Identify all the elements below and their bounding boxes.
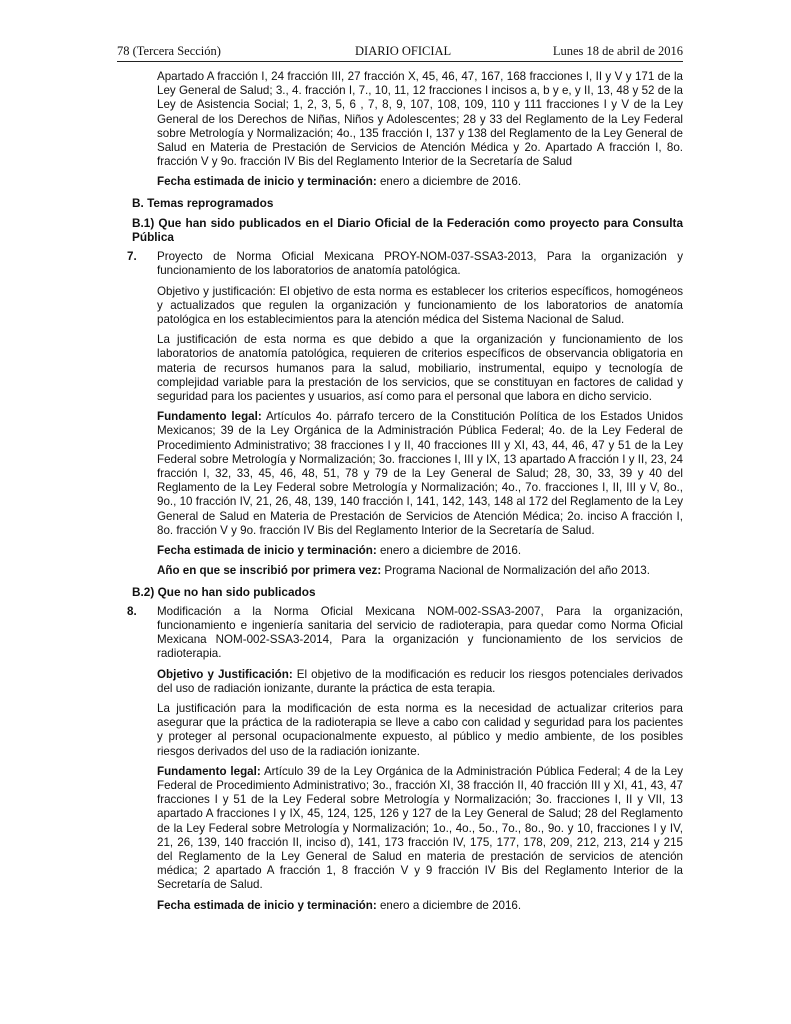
item-8-justification: La justificación para la modificación de esta norma es la necesidad de actualizar criterios para asegurar que la práctica de la radioterapia se lleve a cabo con calidad y seguridad para los pacientes y proteger al personal ocupacionalmente expuesto, al público y medio ambiente, de los posibles riesgos derivados del uso de la radiación ionizante. [157, 701, 683, 758]
item-8-objective-label: Objetivo y Justificación: [157, 667, 293, 681]
section-b-heading: B. Temas reprogramados [132, 195, 274, 210]
item-7-justification: La justificación de esta norma es que debido a que la organización y funcionamiento de los laboratorios de anatomía patológica, requieren de criterios específicos de observancia obligatoria en materia de recursos humanos para la salud, mobiliario, instrumental, equipo y tecnología de complejidad variable para la prestación de los servicios, que se constituyan en factores de calidad y seguridad para los pacientes y usuarios, así como para el personal que labora en dicho servicio. [157, 333, 683, 404]
item-8-objective [117, 668, 683, 696]
header-rule [117, 61, 683, 62]
top-date-value: enero a diciembre de 2016. [376, 175, 522, 189]
item-7-objective: Objetivo y justificación: El objetivo de esta norma es establecer los criterios específicos, homogéneos y actualizados que regulen la organización y funcionamiento de los laboratorios de anatomía patológica en los establecimientos para la atención médica del Sistema Nacional de Salud. [157, 284, 683, 327]
top-date-paragraph [117, 175, 683, 189]
section-b1-heading: B.1) Que han sido publicados en el Diario Oficial de la Federación como proyecto para Consulta Pública [132, 215, 683, 245]
item-7-number: 7. [127, 250, 137, 264]
item-8-legal-label: Fundamento legal: [157, 764, 261, 778]
item-8-number: 8. [127, 604, 137, 618]
legal-continuation: Apartado A fracción I, 24 fracción III, 27 fracción X, 45, 46, 47, 167, 168 fracciones I, II y V y 171 de la Ley General de Salud; 3., 4. fracción I, 7., 10, 11, 12 fracciones I incisos a, b y e, y II, 13, 48 y 52 de la Ley de Asistencia Social; 1, 2, 3, 5, 6 , 7, 8, 9, 107, 108, 109, 110 y 111 fracciones I y V de la Ley General de los Derechos de Niñas, Niños y Adolescentes; 28 y 33 del Reglamento de la Ley Federal sobre Metrología y Normalización; 4o., 135 fracción I, 137 y 138 del Reglamento de la Ley General de Salud en Materia de Prestación de Servicios de Atención Médica y 2o. Apartado A fracción I, 8o. fracción V y 9o. fracción IV Bis del Reglamento Interior de la Secretaría de Salud [157, 70, 683, 169]
item-7-year-value: Programa Nacional de Normalización del año 2013. [381, 564, 650, 578]
publication-date: Lunes 18 de abril de 2016 [552, 44, 683, 58]
document-body [117, 70, 683, 919]
item-7-year [117, 564, 683, 578]
item-8-date-label: Fecha estimada de inicio y terminación: [157, 898, 377, 912]
section-b2-heading: B.2) Que no han sido publicados [132, 584, 316, 599]
top-date-label: Fecha estimada de inicio y terminación: [157, 175, 377, 189]
item-8-date-value: enero a diciembre de 2016. [376, 898, 522, 912]
item-7-date [117, 544, 683, 558]
item-7-date-value: enero a diciembre de 2016. [376, 544, 522, 558]
newspaper-title: DIARIO OFICIAL [355, 44, 452, 58]
page-number-section: 78 (Tercera Sección) [117, 44, 221, 58]
page-header [117, 44, 683, 61]
item-7-year-label: Año en que se inscribió por primera vez: [157, 564, 382, 578]
item-7-title: Proyecto de Norma Oficial Mexicana PROY-NOM-037-SSA3-2013, Para la organización y funcionamiento de los laboratorios de anatomía patológica. [157, 250, 683, 278]
item-7-legal [117, 410, 683, 538]
item-8-objective-text: El objetivo de la modificación es reducir los riesgos potenciales derivados del uso de radiación ionizante, durante la práctica de esta terapia. [157, 667, 683, 695]
item-7-legal-text: Artículos 4o. párrafo tercero de la Constitución Política de los Estados Unidos Mexicanos; 39 de la Ley Orgánica de la Administración Pública Federal; 4o. de la Ley Federal de Procedimiento Administrativo; 38 fracciones I y II, 40 fracciones III y XI, 43, 44, 46, 47 y 51 de la Ley Federal sobre Metrología y Normalización; 3o. fracciones I, III y IX, 13 apartado A fracción I y II, 23, 24 fracción I, 32, 33, 45, 46, 48, 51, 78 y 79 de la Ley General de Salud; 28, 30, 33, 39 y 40 del Reglamento de la Ley Federal sobre Metrología y Normalización; 4o., 7o. fracciones I, II, III y V, 8o., 9o., 10 fracción IV, 21, 26, 48, 139, 140 fracción I, 141, 142, 143, 148 al 172 del Reglamento de la Ley General de Salud en Materia de Prestación de Servicios de Atención Médica; 2o. inciso A fracción I, 8o. fracción V y 9o. fracción IV Bis del Reglamento Interior de la Secretaría de Salud. [157, 410, 684, 537]
item-7-date-label: Fecha estimada de inicio y terminación: [157, 544, 377, 558]
item-8-title: Modificación a la Norma Oficial Mexicana NOM-002-SSA3-2007, Para la organización, funcionamiento e ingeniería sanitaria del servicio de radioterapia, para quedar como Norma Oficial Mexicana NOM-002-SSA3-2014, Para la organización y funcionamiento de los servicios de radioterapia. [157, 604, 683, 661]
item-7 [117, 250, 683, 278]
item-8-legal-text: Artículo 39 de la Ley Orgánica de la Administración Pública Federal; 4 de la Ley Federal de Procedimiento Administrativo; 3o., fracción XI, 38 fracción II, 40 fracción III y XI, 41, 43, 47 fracciones I y 51 de la Ley Federal sobre Metrología y Normalización; 3o. fracciones I, II y VII, 13 apartado A fracciones I y IX, 45, 124, 125, 126 y 127 de la Ley General de Salud; 28 del Reglamento de la Ley Federal sobre Metrología y Normalización; 1o., 4o., 5o., 7o., 8o., 9o. y 10, fracciones I y IV, 21, 26, 139, 140 fracción II, inciso d), 141, 173 fracción IV, 175, 177, 178, 209, 212, 213, 214 y 215 del Reglamento de la Ley General de Salud en materia de prestación de servicios de atención médica; 2 apartado A fracción 1, 8 fracción V y 9 fracción IV Bis del Reglamento Interior de la Secretaría de Salud. [157, 764, 683, 892]
item-7-legal-label: Fundamento legal: [157, 410, 262, 424]
item-8 [117, 605, 683, 662]
item-8-date [117, 899, 683, 913]
item-8-legal [117, 765, 683, 893]
